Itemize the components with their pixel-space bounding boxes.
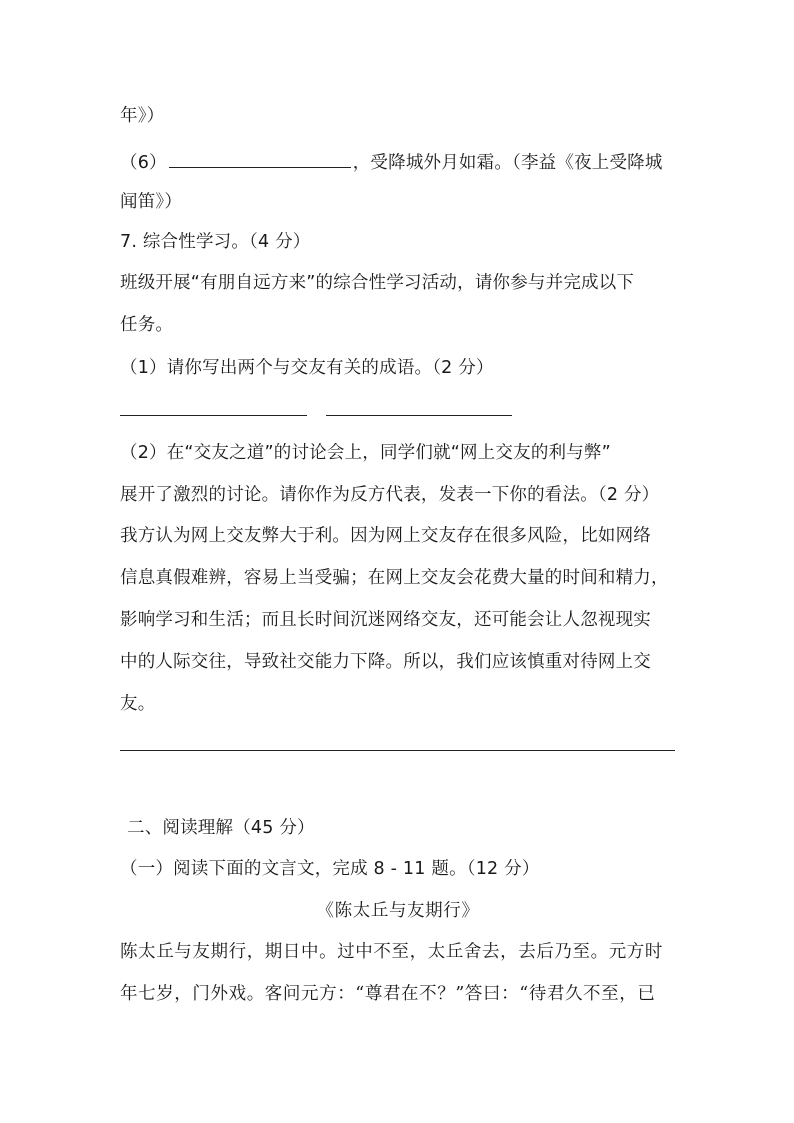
passage-text-line: 年七岁，门外戏。客问元方：“尊君在不？”答曰：“待君久不至，已	[120, 984, 656, 1004]
item-6-number: （6）	[120, 153, 167, 173]
item-6-text: ，受降城外月如霜。（李益《夜上受降城	[352, 153, 663, 173]
section-2-heading: 二、阅读理解（45 分）	[127, 818, 315, 838]
question-7-intro-line-1: 班级开展“有朋自远方来”的综合性学习活动，请你参与并完成以下	[120, 273, 635, 293]
question-7-sub-1: （1）请你写出两个与交友有关的成语。（2 分）	[120, 358, 494, 378]
reading-part-1-instructions: （一）阅读下面的文言文，完成 8 - 11 题。（12 分）	[120, 859, 540, 879]
answer-line: 我方认为网上交友弊大于利。因为网上交友存在很多风险，比如网络	[120, 526, 651, 546]
question-7-heading: 7. 综合性学习。（4 分）	[120, 232, 311, 252]
item-6-source-end: 闻笛》）	[120, 192, 183, 212]
answer-line: 信息真假难辨，容易上当受骗；在网上交友会花费大量的时间和精力，	[120, 568, 669, 588]
answer-line: 影响学习和生活；而且长时间沉迷网络交友，还可能会让人忽视现实	[120, 610, 651, 630]
passage-title: 《陈太丘与友期行》	[316, 901, 480, 921]
passage-text-line: 陈太丘与友期行，期日中。过中不至，太丘舍去，去后乃至。元方时	[120, 942, 663, 962]
item-6-answer-blank[interactable]	[169, 149, 351, 168]
question-7-sub-2-line-1: （2）在“交友之道”的讨论会上，同学们就“网上交友的利与弊”	[120, 443, 611, 463]
idiom-answer-blank-2[interactable]	[326, 415, 512, 416]
answer-line: 友。	[120, 694, 156, 714]
question-7-sub-2-line-2: 展开了激烈的讨论。请你作为反方代表，发表一下你的看法。（2 分）	[120, 485, 660, 505]
question-7-intro-line-2: 任务。	[120, 315, 174, 335]
idiom-answer-blank-1[interactable]	[120, 415, 307, 416]
poem-source-end: 年》）	[120, 106, 165, 126]
answer-divider-line	[120, 750, 675, 751]
answer-line: 中的人际交往，导致社交能力下降。所以，我们应该慎重对待网上交	[120, 652, 651, 672]
fill-in-item-6	[120, 149, 680, 175]
